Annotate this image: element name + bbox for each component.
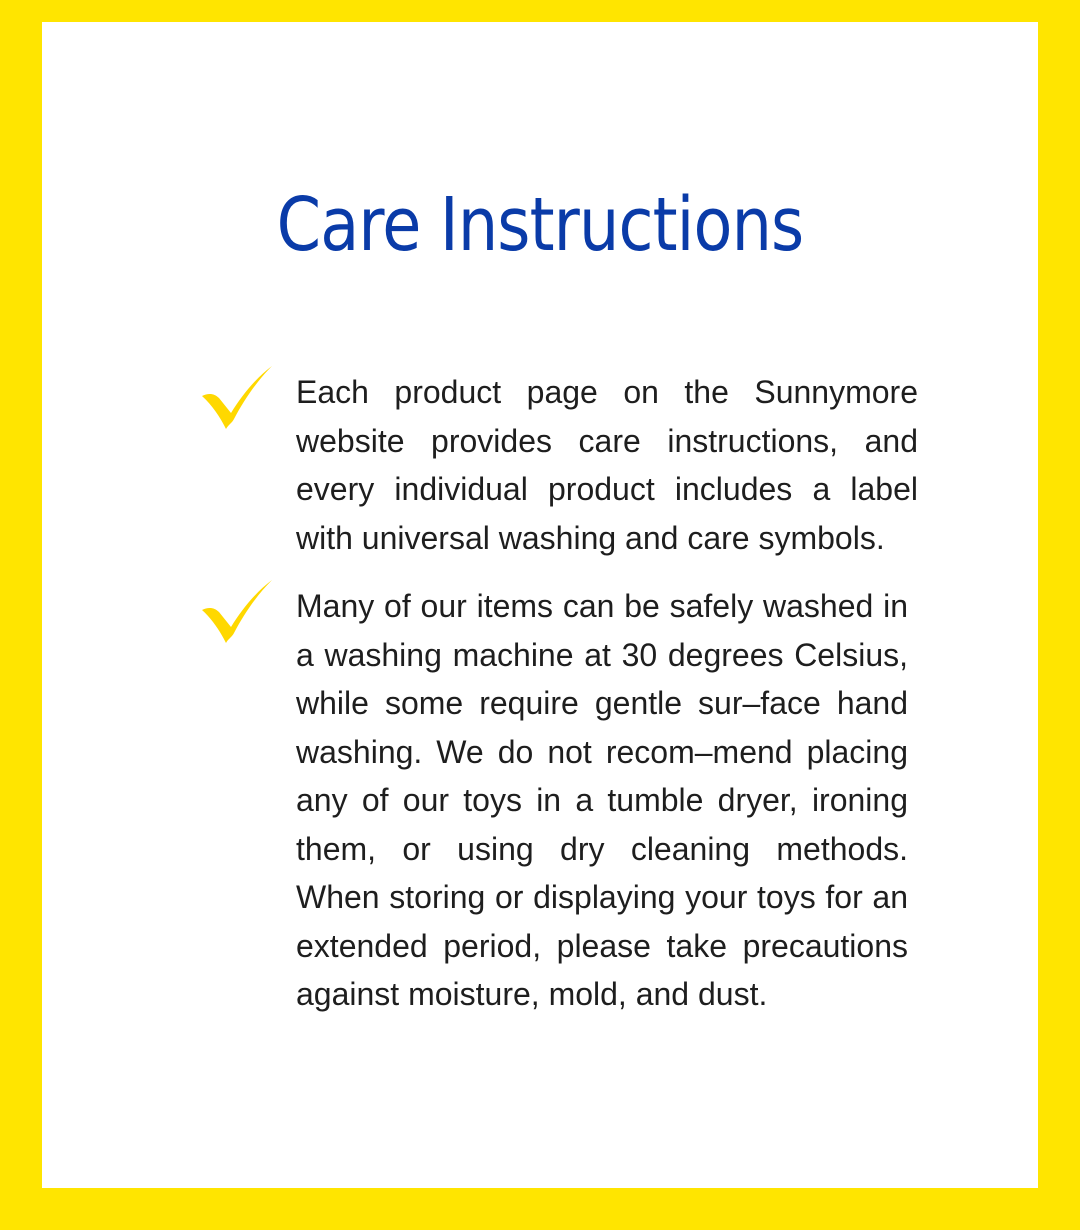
page-title: Care Instructions — [276, 182, 804, 268]
checkmark-icon — [200, 365, 274, 433]
care-text: Each product page on the Sunnymore website provides care instructions, and every individual product includes a label with universal washing and care symbols. — [296, 374, 918, 556]
checkmark-icon — [200, 579, 274, 647]
care-text: Many of our items can be safely washed in a washing machine at 30 degrees Celsius, while some require gentle sur–face hand washing. We do not recom–mend placing any of our toys in a tumble dryer, ironing them, or using dry cleaning methods. When storing or displaying your toys for an extended period, please take precautions against moisture, mold, and dust. — [296, 588, 908, 1012]
care-card — [42, 22, 1038, 1188]
